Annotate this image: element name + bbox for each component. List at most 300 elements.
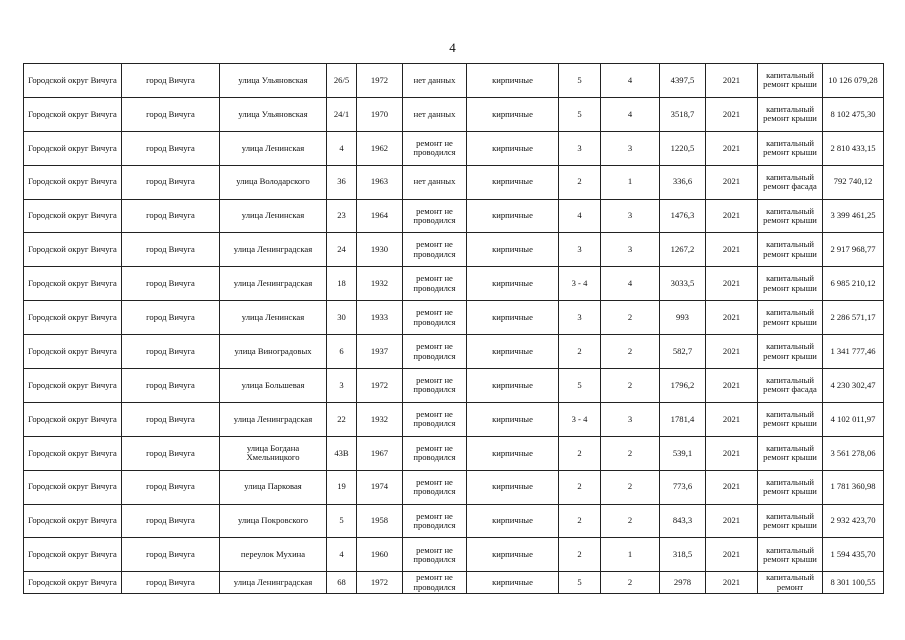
cell-street [220,165,327,199]
cell-build-year [357,64,403,98]
cell-build-year [357,436,403,470]
cell-area [660,436,706,470]
cell-last-repair-text: ремонт не проводился [413,409,456,429]
cell-floors [559,335,601,369]
cell-settlement-text: город Вичуга [146,75,195,85]
cell-build-year [357,97,403,131]
cell-floors-text: 2 [577,448,582,458]
cell-last-repair-text: нет данных [413,177,456,187]
cell-entrances-text: 1 [627,550,633,560]
cell-wall-material-text: кирпичные [492,245,533,255]
cell-cost-text: 6 985 210,12 [830,279,876,289]
cell-cost-text: 2 286 571,17 [830,312,876,322]
cell-entrances-text: 2 [627,380,633,390]
cell-house-number-text: 68 [337,578,346,588]
cell-house-number [327,131,357,165]
cell-house-number [327,402,357,436]
cell-area [660,301,706,335]
cell-area-text: 773,6 [672,482,693,492]
cell-plan-year-text: 2021 [722,211,741,221]
cell-municipal-district-text: Городской округ Вичуга [28,143,117,153]
table-row [24,64,884,98]
cell-floors [559,267,601,301]
cell-area-text: 582,7 [672,346,693,356]
cell-street [220,402,327,436]
cell-floors-text: 5 [577,380,582,390]
cell-house-number-text: 24/1 [333,109,350,119]
cell-work-type-text: капитальный ремонт фасада [763,172,817,192]
cell-house-number [327,436,357,470]
cell-street-text: улица Ленинская [241,312,305,322]
cell-work-type-text: капитальный ремонт крыши [763,409,817,429]
cell-floors-text: 3 [577,143,582,153]
cell-settlement [122,267,220,301]
cell-build-year-text: 1960 [370,550,389,560]
cell-plan-year [706,470,758,504]
cell-cost [823,470,884,504]
cell-house-number [327,97,357,131]
cell-wall-material-text: кирпичные [492,312,533,322]
cell-area-text: 1267,2 [670,245,695,255]
cell-work-type-text: капитальный ремонт крыши [763,274,817,293]
cell-wall-material [467,199,559,233]
cell-cost [823,165,884,199]
cell-plan-year-text: 2021 [722,109,741,119]
cell-last-repair-text: ремонт не проводился [413,477,456,497]
cell-entrances [601,165,660,199]
cell-entrances [601,131,660,165]
cell-street [220,504,327,538]
cell-wall-material-text: кирпичные [492,550,533,560]
cell-street [220,436,327,470]
cell-municipal-district [24,64,122,98]
cell-settlement [122,504,220,538]
cell-floors-text: 2 [577,346,582,356]
cell-floors-text: 3 - 4 [571,279,588,289]
cell-area [660,131,706,165]
cell-last-repair [403,335,467,369]
cell-wall-material [467,504,559,538]
cell-plan-year-text: 2021 [722,143,741,153]
cell-build-year [357,301,403,335]
cell-wall-material [467,301,559,335]
cell-build-year [357,504,403,538]
cell-work-type [758,402,823,436]
cell-last-repair-text: ремонт не проводился [413,206,456,225]
cell-cost-text: 3 561 278,06 [830,448,876,458]
cell-entrances-text: 3 [627,143,633,153]
cell-settlement-text: город Вичуга [146,312,195,322]
table-row [24,369,884,403]
cell-floors [559,233,601,267]
cell-cost [823,402,884,436]
cell-house-number-text: 23 [337,211,346,221]
cell-last-repair [403,97,467,131]
cell-settlement [122,436,220,470]
cell-street-text: улица Ленинская [241,211,305,221]
cell-work-type-text: капитальный ремонт крыши [763,138,817,158]
cell-municipal-district [24,369,122,403]
cell-cost-text: 8 102 475,30 [830,109,876,119]
cell-area-text: 1476,3 [670,211,695,221]
cell-last-repair [403,572,467,594]
cell-last-repair [403,538,467,572]
cell-wall-material-text: кирпичные [492,279,533,289]
cell-cost-text: 4 230 302,47 [830,380,876,390]
cell-municipal-district [24,572,122,594]
cell-cost-text: 10 126 079,28 [828,75,878,85]
cell-house-number [327,504,357,538]
cell-settlement [122,165,220,199]
cell-cost [823,267,884,301]
cell-floors-text: 4 [577,211,582,221]
cell-settlement-text: город Вичуга [146,482,195,492]
cell-entrances [601,572,660,594]
cell-street [220,97,327,131]
cell-last-repair-text: ремонт не проводился [413,240,456,259]
cell-last-repair [403,436,467,470]
cell-build-year [357,165,403,199]
cell-plan-year-text: 2021 [722,245,741,255]
cell-cost-text: 3 399 461,25 [830,211,876,221]
table-row [24,301,884,335]
cell-wall-material-text: кирпичные [492,414,533,424]
cell-municipal-district-text: Городской округ Вичуга [28,448,117,458]
cell-cost-text: 8 301 100,55 [830,578,876,588]
cell-last-repair-text: ремонт не проводился [413,443,456,463]
cell-plan-year-text: 2021 [722,578,741,588]
cell-municipal-district [24,402,122,436]
cell-municipal-district-text: Городской округ Вичуга [28,380,117,390]
cell-last-repair-text: нет данных [413,75,456,85]
cell-work-type [758,267,823,301]
cell-street [220,233,327,267]
cell-work-type [758,436,823,470]
cell-street-text: улица Богдана Хмельницкого [246,443,300,463]
cell-house-number-text: 22 [337,414,346,424]
cell-entrances [601,97,660,131]
cell-street-text: улица Ульяновская [238,75,308,85]
cell-cost-text: 1 781 360,98 [830,482,876,492]
cell-street [220,301,327,335]
cell-work-type-text: капитальный ремонт крыши [763,71,817,90]
cell-build-year [357,199,403,233]
cell-cost-text: 4 102 011,97 [830,414,876,424]
cell-wall-material-text: кирпичные [492,578,533,588]
cell-area-text: 843,3 [672,516,693,526]
cell-street-text: переулок Мухина [240,550,306,560]
cell-settlement [122,199,220,233]
cell-floors-text: 5 [577,75,582,85]
cell-floors-text: 2 [577,482,582,492]
cell-municipal-district [24,199,122,233]
cell-work-type-text: капитальный ремонт крыши [763,308,817,327]
cell-area-text: 3518,7 [670,109,695,119]
cell-plan-year [706,369,758,403]
cell-settlement [122,131,220,165]
cell-entrances-text: 1 [627,177,633,187]
cell-wall-material [467,470,559,504]
cell-municipal-district [24,470,122,504]
cell-cost [823,436,884,470]
cell-wall-material-text: кирпичные [492,516,533,526]
cell-street-text: улица Ленинградская [233,414,313,424]
cell-area-text: 1220,5 [670,143,695,153]
cell-street-text: улица Ульяновская [238,109,308,119]
table-row [24,233,884,267]
cell-cost [823,199,884,233]
cell-municipal-district [24,267,122,301]
cell-entrances-text: 3 [627,245,633,255]
table-row [24,538,884,572]
cell-wall-material [467,131,559,165]
cell-work-type [758,301,823,335]
cell-settlement [122,335,220,369]
cell-work-type-text: капитальный ремонт крыши [763,443,817,463]
cell-last-repair-text: ремонт не проводился [413,308,456,327]
cell-area-text: 3033,5 [670,279,695,289]
table-row [24,199,884,233]
cell-work-type [758,538,823,572]
cell-cost [823,64,884,98]
cell-house-number-text: 3 [339,380,344,390]
table-row [24,165,884,199]
cell-street-text: улица Парковая [244,482,302,492]
cell-house-number [327,470,357,504]
cell-build-year-text: 1937 [370,346,389,356]
cell-wall-material-text: кирпичные [492,143,533,153]
cell-entrances [601,233,660,267]
cell-floors [559,131,601,165]
cell-work-type-text: капитальный ремонт крыши [763,240,817,259]
cell-work-type [758,572,823,594]
cell-build-year [357,470,403,504]
cell-area-text: 336,6 [672,177,693,187]
cell-floors [559,97,601,131]
cell-area-text: 2978 [673,578,692,588]
cell-area-text: 1796,2 [670,380,695,390]
cell-floors-text: 2 [577,516,582,526]
cell-plan-year [706,64,758,98]
cell-plan-year-text: 2021 [722,550,741,560]
cell-settlement-text: город Вичуга [146,109,195,119]
cell-floors [559,538,601,572]
cell-plan-year [706,267,758,301]
cell-wall-material [467,267,559,301]
cell-settlement-text: город Вичуга [146,550,195,560]
cell-entrances-text: 4 [627,109,633,119]
cell-street-text: улица Покровского [237,516,309,526]
cell-last-repair-text: ремонт не проводился [413,342,456,361]
cell-municipal-district-text: Городской округ Вичуга [28,312,117,322]
cell-wall-material-text: кирпичные [492,380,533,390]
cell-settlement-text: город Вичуга [146,245,195,255]
cell-settlement-text: город Вичуга [146,143,195,153]
cell-municipal-district-text: Городской округ Вичуга [28,550,117,560]
cell-last-repair-text: ремонт не проводился [413,545,456,564]
cell-build-year-text: 1972 [370,578,389,588]
cell-work-type-text: капитальный ремонт крыши [763,104,817,124]
cell-municipal-district [24,301,122,335]
cell-build-year [357,131,403,165]
cell-municipal-district-text: Городской округ Вичуга [28,75,117,85]
cell-build-year-text: 1967 [370,448,389,458]
cell-cost [823,369,884,403]
cell-house-number [327,369,357,403]
cell-settlement-text: город Вичуга [146,211,195,221]
cell-wall-material [467,402,559,436]
cell-build-year [357,402,403,436]
cell-street-text: улица Большевая [241,380,305,390]
cell-cost [823,504,884,538]
cell-wall-material [467,572,559,594]
cell-house-number-text: 24 [337,245,346,255]
cell-build-year-text: 1964 [370,211,389,221]
cell-entrances-text: 2 [627,312,633,322]
cell-area-text: 318,5 [672,550,693,560]
cell-last-repair [403,64,467,98]
cell-street-text: улица Ленинградская [233,279,313,289]
cell-settlement [122,470,220,504]
cell-area-text: 1781,4 [670,414,695,424]
cell-street [220,470,327,504]
cell-entrances [601,199,660,233]
buildings-table [23,63,884,594]
cell-area [660,267,706,301]
cell-plan-year [706,233,758,267]
cell-municipal-district-text: Городской округ Вичуга [28,578,117,588]
table-body [24,64,884,594]
cell-house-number-text: 36 [337,177,346,187]
cell-house-number [327,301,357,335]
cell-plan-year [706,402,758,436]
cell-cost [823,301,884,335]
cell-wall-material [467,64,559,98]
cell-area [660,538,706,572]
table-row [24,470,884,504]
cell-build-year-text: 1958 [370,516,389,526]
cell-settlement-text: город Вичуга [146,380,195,390]
cell-work-type [758,64,823,98]
cell-entrances-text: 2 [627,516,633,526]
cell-work-type [758,131,823,165]
cell-municipal-district [24,97,122,131]
table-row [24,572,884,594]
cell-build-year-text: 1932 [370,279,389,289]
table-row [24,436,884,470]
cell-plan-year [706,504,758,538]
cell-street [220,369,327,403]
cell-street [220,538,327,572]
cell-street [220,335,327,369]
cell-wall-material-text: кирпичные [492,75,533,85]
cell-street [220,131,327,165]
cell-work-type [758,335,823,369]
cell-municipal-district-text: Городской округ Вичуга [28,482,117,492]
cell-entrances [601,538,660,572]
cell-floors [559,402,601,436]
cell-plan-year-text: 2021 [722,279,741,289]
cell-plan-year-text: 2021 [722,346,741,356]
cell-last-repair [403,301,467,335]
cell-floors [559,369,601,403]
cell-last-repair-text: ремонт не проводился [413,138,456,158]
cell-wall-material [467,538,559,572]
cell-plan-year [706,165,758,199]
cell-last-repair-text: ремонт не проводился [413,573,456,592]
cell-last-repair [403,165,467,199]
cell-street [220,267,327,301]
cell-settlement [122,233,220,267]
cell-last-repair [403,369,467,403]
cell-area [660,470,706,504]
cell-entrances [601,470,660,504]
cell-cost-text: 792 740,12 [833,177,873,187]
cell-house-number-text: 43В [334,448,349,458]
cell-house-number [327,267,357,301]
cell-wall-material [467,369,559,403]
cell-street-text: улица Ленинская [241,143,305,153]
cell-cost [823,97,884,131]
cell-floors-text: 2 [577,177,582,187]
cell-floors-text: 2 [577,550,582,560]
cell-municipal-district-text: Городской округ Вичуга [28,245,117,255]
cell-floors-text: 3 - 4 [571,414,588,424]
cell-build-year [357,369,403,403]
cell-work-type [758,504,823,538]
cell-build-year-text: 1974 [370,482,389,492]
table-row [24,267,884,301]
cell-plan-year-text: 2021 [722,177,741,187]
cell-municipal-district [24,131,122,165]
cell-settlement-text: город Вичуга [146,448,195,458]
cell-plan-year-text: 2021 [722,516,741,526]
cell-last-repair-text: ремонт не проводился [413,274,456,293]
cell-last-repair [403,504,467,538]
cell-settlement [122,572,220,594]
cell-entrances [601,402,660,436]
cell-build-year-text: 1963 [370,177,389,187]
cell-work-type-text: капитальный ремонт [766,573,814,592]
cell-last-repair [403,470,467,504]
cell-street [220,572,327,594]
cell-work-type-text: капитальный ремонт крыши [763,511,817,531]
cell-area [660,402,706,436]
cell-municipal-district-text: Городской округ Вичуга [28,109,117,119]
cell-house-number-text: 30 [337,312,346,322]
cell-build-year [357,538,403,572]
cell-plan-year [706,301,758,335]
cell-street [220,64,327,98]
cell-cost [823,572,884,594]
cell-last-repair [403,402,467,436]
cell-floors [559,436,601,470]
cell-entrances-text: 4 [627,75,633,85]
cell-house-number [327,64,357,98]
cell-wall-material-text: кирпичные [492,211,533,221]
cell-settlement-text: город Вичуга [146,346,195,356]
cell-plan-year [706,538,758,572]
cell-wall-material-text: кирпичные [492,482,533,492]
cell-work-type [758,97,823,131]
cell-work-type-text: капитальный ремонт фасада [763,376,817,395]
table-row [24,131,884,165]
cell-floors [559,301,601,335]
cell-municipal-district-text: Городской округ Вичуга [28,414,117,424]
cell-plan-year [706,335,758,369]
cell-area [660,504,706,538]
cell-plan-year-text: 2021 [722,380,741,390]
